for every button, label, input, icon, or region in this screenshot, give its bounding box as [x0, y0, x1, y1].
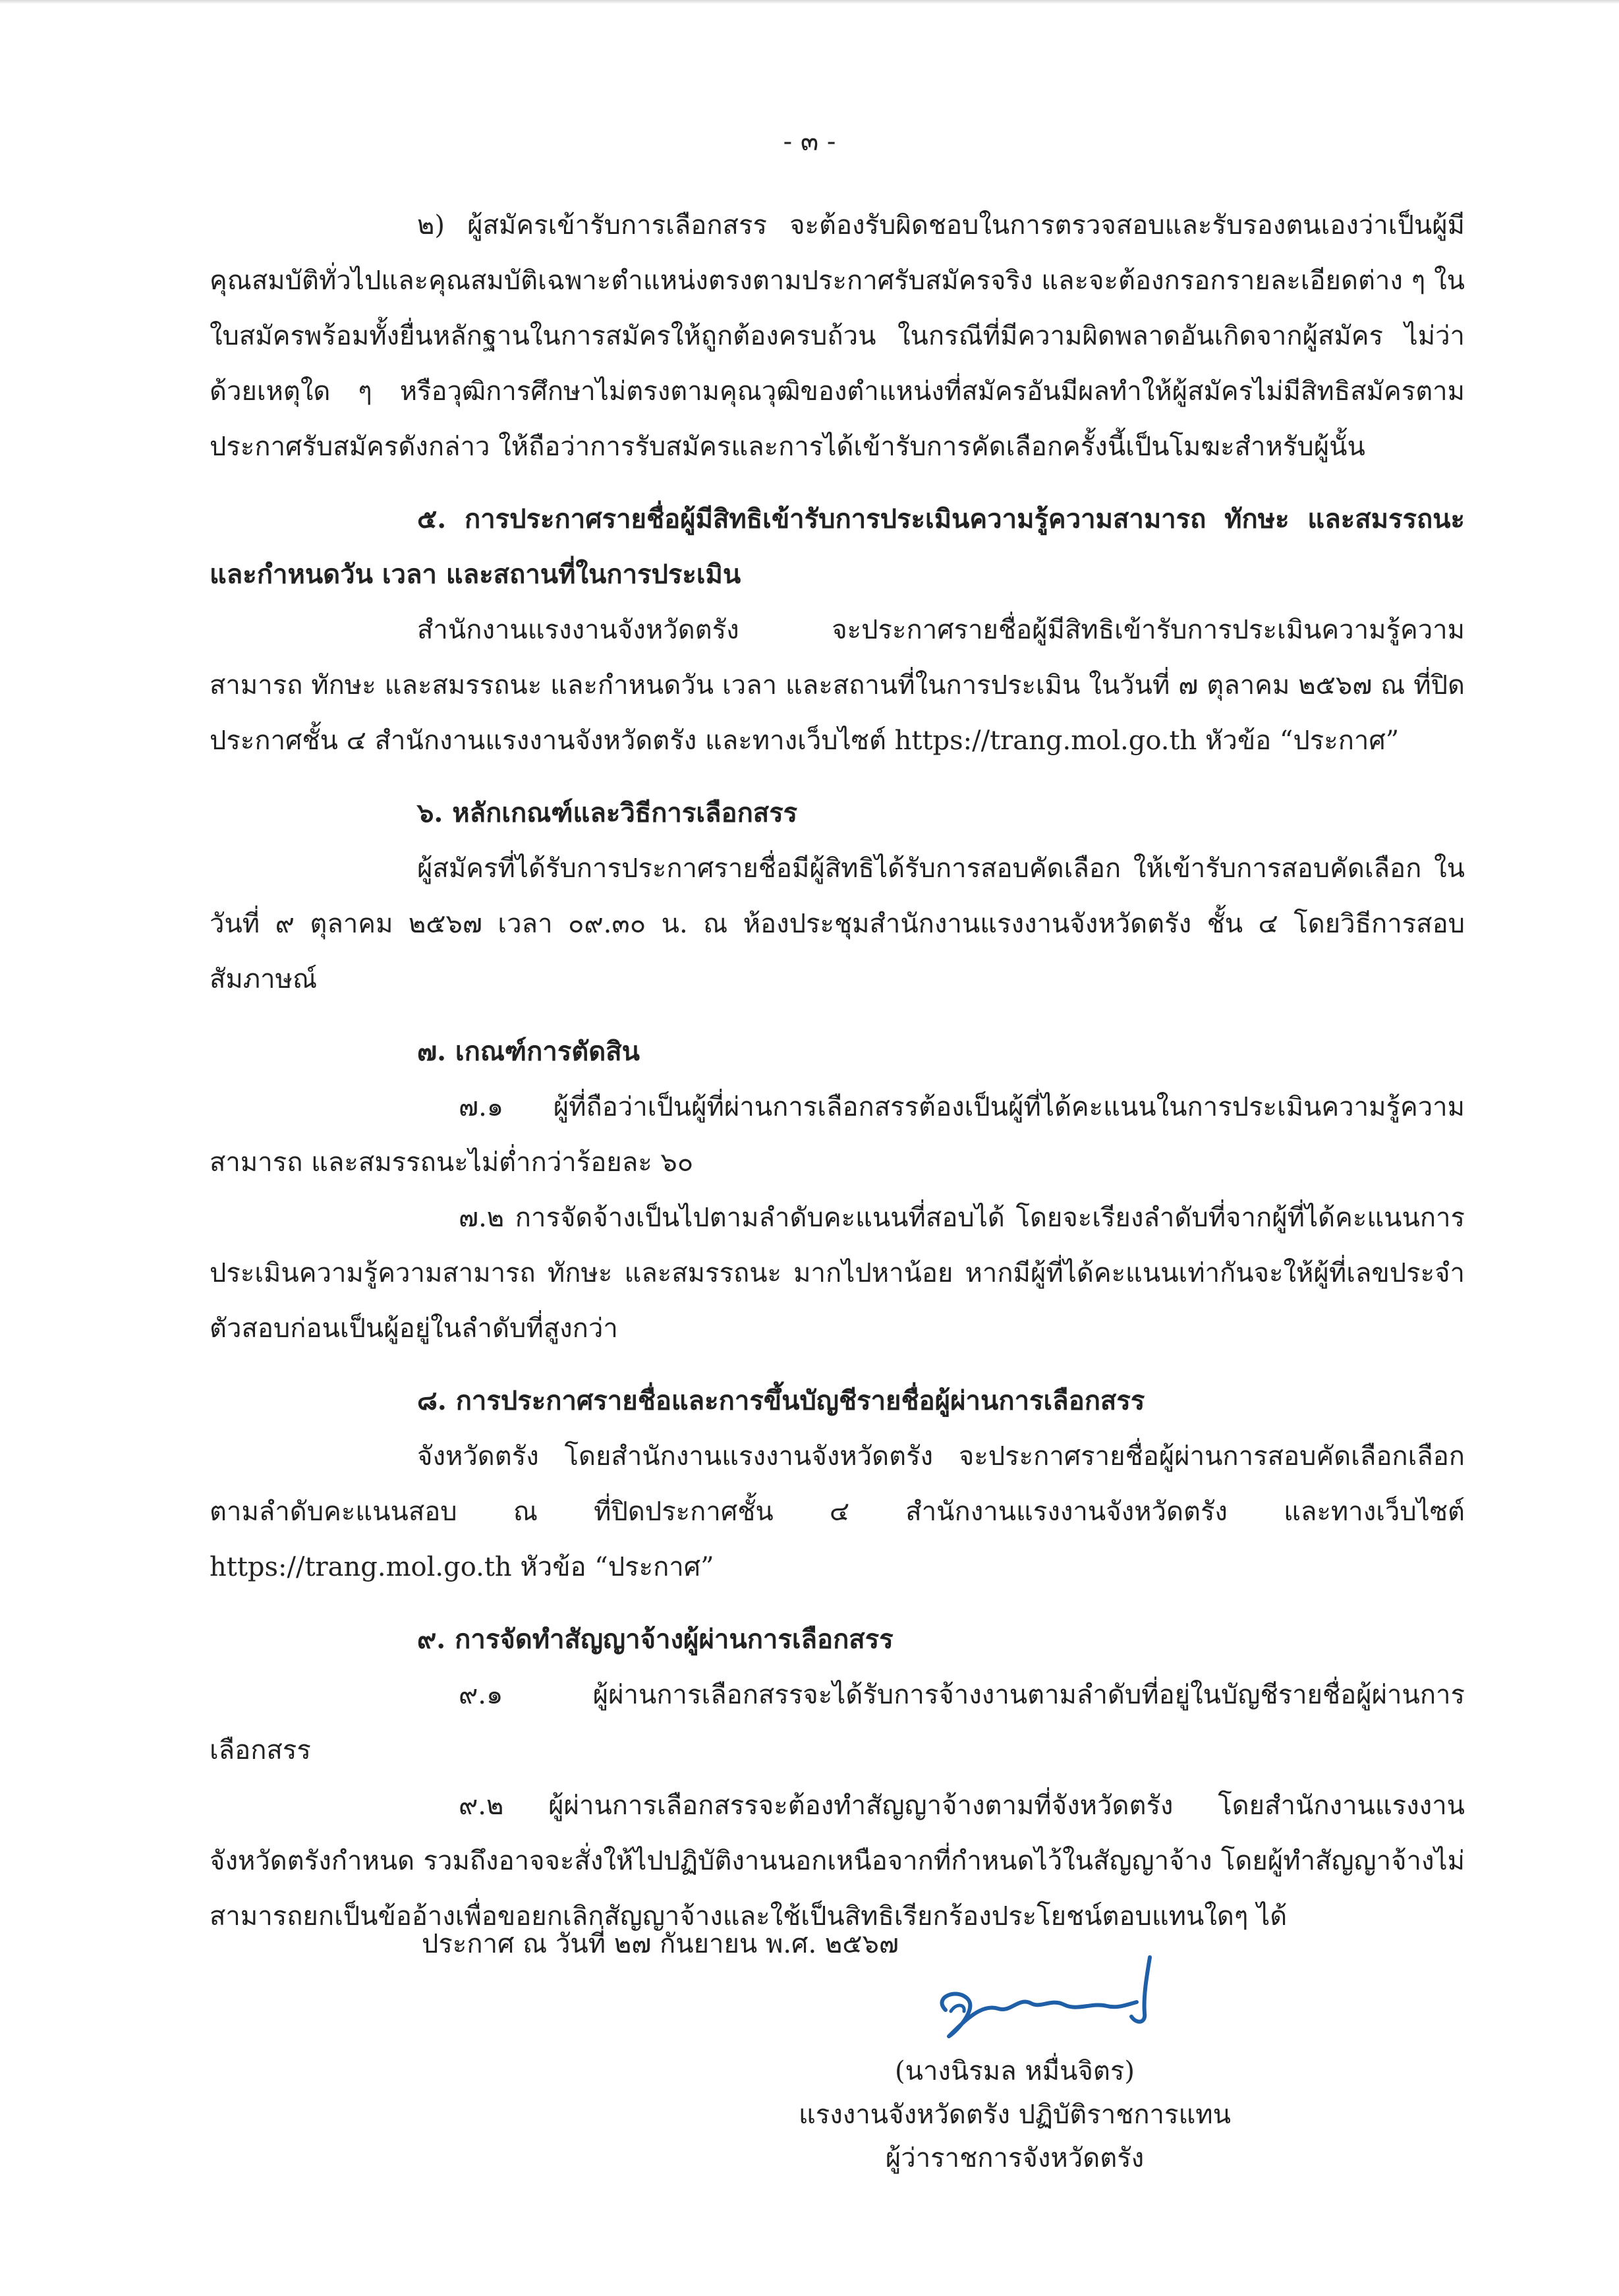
paragraph-section-8: จังหวัดตรัง โดยสำนักงานแรงงานจังหวัดตรัง จะประกาศรายชื่อผู้ผ่านการสอบคัดเลือกเลือกตามลำดับคะแนนสอบ ณ ที่ปิดประกาศชั้น ๔ สำนักงานแรงงานจังหวัดตรัง และทางเว็บไซต์ https://trang.mol.go.th หัวข้อ “ประกาศ” [210, 1441, 1465, 1582]
paragraph-section-6: ผู้สมัครที่ได้รับการประกาศรายชื่อมีผู้สิทธิได้รับการสอบคัดเลือก ให้เข้ารับการสอบคัดเลือก ในวันที่ ๙ ตุลาคม ๒๕๖๗ เวลา ๐๙.๓๐ น. ณ ห้องประชุมสำนักงานแรงงานจังหวัดตรัง ชั้น ๔ โดยวิธีการสอบสัมภาษณ์ [210, 853, 1465, 994]
heading-section-5: ๕. การประกาศรายชื่อผู้มีสิทธิเข้ารับการประเมินความรู้ความสามารถ ทักษะ และสมรรถนะ และกำหนดวัน เวลา และสถานที่ในการประเมิน [210, 503, 1465, 590]
heading-section-8: ๘. การประกาศรายชื่อและการขึ้นบัญชีรายชื่อผู้ผ่านการเลือกสรร [417, 1385, 1145, 1416]
paragraph-2-applicant-responsibility: ๒) ผู้สมัครเข้ารับการเลือกสรร จะต้องรับผิดชอบในการตรวจสอบและรับรองตนเองว่าเป็นผู้มีคุณสมบัติทั่วไปและคุณสมบัติเฉพาะตำแหน่งตรงตามประกาศรับสมัครจริง และจะต้องกรอกรายละเอียดต่าง ๆ ในใบสมัครพร้อมทั้งยื่นหลักฐานในการสมัครให้ถูกต้องครบถ้วน ในกรณีที่มีความผิดพลาดอันเกิดจากผู้สมัคร ไม่ว่าด้วยเหตุใด ๆ หรือวุฒิการศึกษาไม่ตรงตามคุณวุฒิของตำแหน่งที่สมัครอันมีผลทำให้ผู้สมัครไม่มีสิทธิสมัครตามประกาศรับสมัครดังกล่าว ให้ถือว่าการรับสมัครและการได้เข้ารับการคัดเลือกครั้งนี้เป็นโมฆะสำหรับผู้นั้น [210, 210, 1465, 462]
paragraph-section-7-1: ๗.๑ ผู้ที่ถือว่าเป็นผู้ที่ผ่านการเลือกสรรต้องเป็นผู้ที่ได้คะแนนในการประเมินความรู้ความสามารถ และสมรรถนะไม่ต่ำกว่าร้อยละ ๖๐ [210, 1092, 1465, 1178]
handwritten-signature [919, 1951, 1170, 2056]
paragraph-section-5: สำนักงานแรงงานจังหวัดตรัง จะประกาศรายชื่อผู้มีสิทธิเข้ารับการประเมินความรู้ความสามารถ ทักษะ และสมรรถนะ และกำหนดวัน เวลา และสถานที่ในการประเมิน ในวันที่ ๗ ตุลาคม ๒๕๖๗ ณ ที่ปิดประกาศชั้น ๔ สำนักงานแรงงานจังหวัดตรัง และทางเว็บไซต์ https://trang.mol.go.th หัวข้อ “ประกาศ” [210, 615, 1465, 756]
signer-position: แรงงานจังหวัดตรัง ปฏิบัติราชการแทน [799, 2100, 1231, 2130]
heading-section-6: ๖. หลักเกณฑ์และวิธีการเลือกสรร [417, 797, 798, 828]
paragraph-section-9-2: ๙.๒ ผู้ผ่านการเลือกสรรจะต้องทำสัญญาจ้างตามที่จังหวัดตรัง โดยสำนักงานแรงงานจังหวัดตรังกำหนด รวมถึงอาจจะสั่งให้ไปปฏิบัติงานนอกเหนือจากที่กำหนดไว้ในสัญญาจ้าง โดยผู้ทำสัญญาจ้างไม่สามารถยกเป็นข้ออ้างเพื่อขอยกเลิกสัญญาจ้างและใช้เป็นสิทธิเรียกร้องประโยชน์ตอบแทนใดๆ ได้ [210, 1791, 1465, 1932]
signer-on-behalf: ผู้ว่าราชการจังหวัดตรัง [885, 2143, 1145, 2173]
paragraph-section-9-1: ๙.๑ ผู้ผ่านการเลือกสรรจะได้รับการจ้างงานตามลำดับที่อยู่ในบัญชีรายชื่อผู้ผ่านการเลือกสรร [210, 1680, 1465, 1765]
signer-block [764, 2050, 1265, 2180]
page-number: - ๓ - [783, 127, 836, 157]
signer-name: (นางนิรมล หมื่นจิตร) [895, 2056, 1135, 2086]
heading-section-9: ๙. การจัดทำสัญญาจ้างผู้ผ่านการเลือกสรร [417, 1624, 894, 1655]
document-body [210, 198, 1465, 1944]
heading-section-7: ๗. เกณฑ์การตัดสิน [417, 1036, 640, 1067]
announcement-date: ประกาศ ณ วันที่ ๒๗ กันยายน พ.ศ. ๒๕๖๗ [422, 1929, 899, 1959]
paragraph-section-7-2: ๗.๒ การจัดจ้างเป็นไปตามลำดับคะแนนที่สอบได้ โดยจะเรียงลำดับที่จากผู้ที่ได้คะแนนการประเมินความรู้ความสามารถ ทักษะ และสมรรถนะ มากไปหาน้อย หากมีผู้ที่ได้คะแนนเท่ากันจะให้ผู้ที่เลขประจำตัวสอบก่อนเป็นผู้อยู่ในลำดับที่สูงกว่า [210, 1203, 1465, 1344]
page-top-edge [0, 0, 1619, 4]
